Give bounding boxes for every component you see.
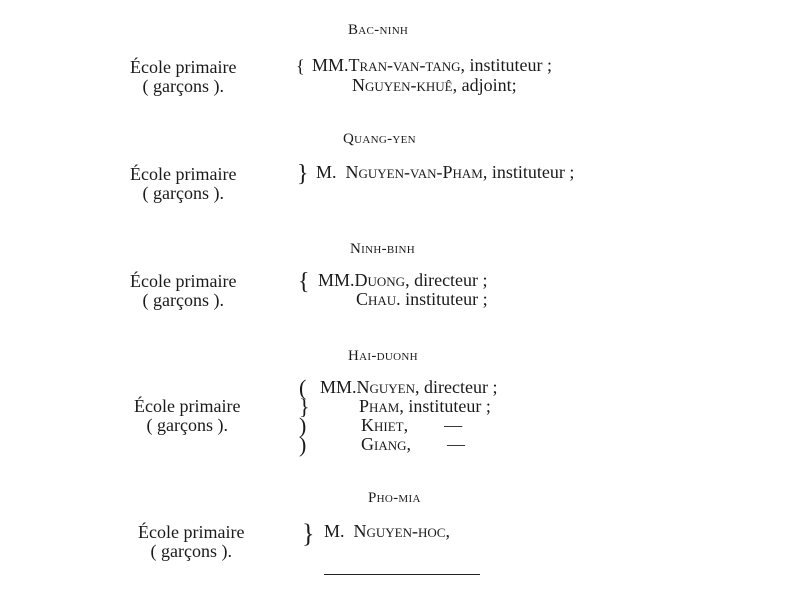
school-label: École primaire ( garçons ). <box>130 164 237 203</box>
section-title: Quang-yen <box>343 131 416 147</box>
section-title: Hai-duonh <box>348 348 418 364</box>
brace: } <box>297 161 309 187</box>
school-label: École primaire ( garçons ). <box>130 57 237 96</box>
section-title: Bac-ninh <box>348 22 409 38</box>
staff-line: M. Nguyen-hoc, <box>324 521 450 541</box>
brace: { <box>296 56 305 76</box>
staff-line: MM.Nguyen, directeur ; <box>320 377 498 397</box>
staff-line: Chau. instituteur ; <box>356 289 488 309</box>
staff-line: MM.Tran-van-tang, instituteur ; <box>312 55 552 75</box>
staff-line: Giang, — <box>361 434 465 454</box>
brace: } <box>302 519 315 548</box>
brace: ( } ) ) <box>299 375 310 457</box>
brace: { <box>298 269 310 295</box>
school-label: École primaire ( garçons ). <box>138 522 245 561</box>
staff-line: M. Nguyen-van-Pham, instituteur ; <box>316 162 575 182</box>
school-label: École primaire ( garçons ). <box>130 271 237 310</box>
staff-line: Khiet, — <box>361 415 463 435</box>
section-divider <box>324 574 480 575</box>
staff-line: MM.Duong, directeur ; <box>318 270 488 290</box>
section-title: Pho-mia <box>368 490 421 506</box>
staff-line: Pham, instituteur ; <box>359 396 491 416</box>
staff-line: Nguyen-khuê, adjoint; <box>352 75 517 95</box>
school-label: École primaire ( garçons ). <box>134 396 241 435</box>
section-title: Ninh-binh <box>350 241 415 257</box>
